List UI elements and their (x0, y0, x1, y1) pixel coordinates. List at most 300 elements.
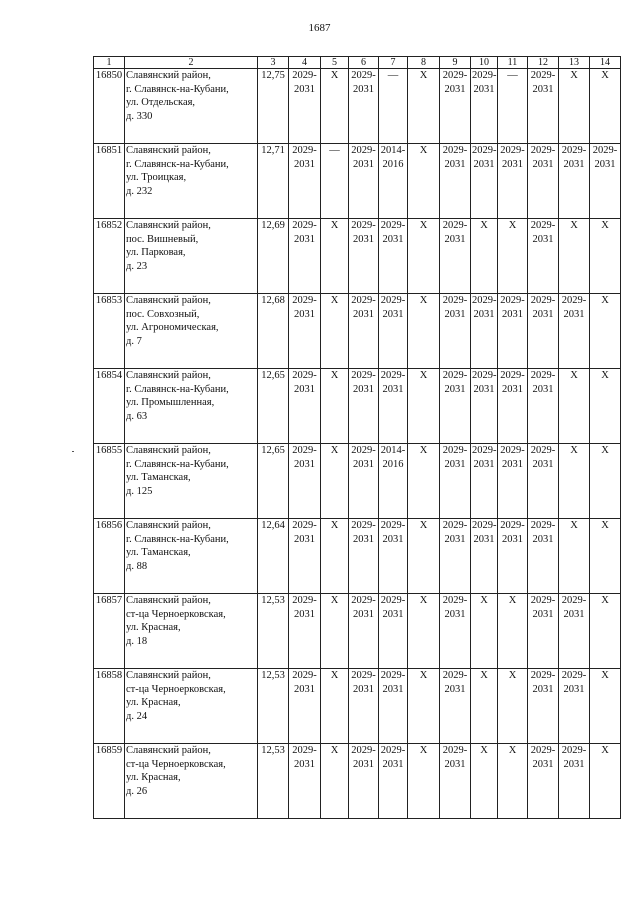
period-text: 2031 (353, 533, 374, 545)
period-cell (321, 144, 349, 219)
page-number: 1687 (308, 22, 331, 34)
period-text: 2029- (351, 595, 376, 606)
period-cell (408, 519, 440, 594)
area-value: 12,53 (258, 594, 289, 669)
period-cell (408, 144, 440, 219)
period-text: 2029- (292, 145, 317, 156)
period-text: — (507, 70, 518, 81)
table-row (94, 369, 621, 444)
period-cell (440, 594, 471, 669)
period-text: 2029- (380, 595, 406, 606)
period-cell (559, 219, 590, 294)
address-line: Славянский район, (126, 745, 211, 756)
repair-schedule-table (93, 56, 621, 819)
period-cell (559, 369, 590, 444)
period-text: 2029- (561, 745, 587, 756)
period-text: Х (601, 295, 609, 306)
column-header-9: 9 (440, 57, 471, 69)
period-text: 2029- (380, 295, 406, 306)
address-line: ул. Агрономическая, (126, 322, 219, 333)
record-number: 16851 (94, 144, 125, 219)
period-cell (379, 219, 408, 294)
period-cell (379, 669, 408, 744)
period-cell (289, 369, 321, 444)
period-text: 2029- (380, 220, 406, 231)
area-value: 12,71 (258, 144, 289, 219)
period-text: Х (601, 520, 609, 531)
period-cell (289, 69, 321, 144)
period-text: 2029- (530, 145, 556, 156)
period-text: 2031 (444, 308, 466, 320)
period-text: Х (570, 220, 578, 231)
period-text: Х (601, 745, 609, 756)
address-line: ул. Красная, (126, 772, 181, 783)
period-text: 2031 (353, 308, 374, 320)
period-cell (590, 69, 621, 144)
address-line: ул. Красная, (126, 697, 181, 708)
period-cell (528, 669, 559, 744)
period-text: 2031 (532, 233, 554, 245)
period-cell (379, 519, 408, 594)
period-cell (321, 219, 349, 294)
period-text: 2029- (442, 220, 468, 231)
period-text: Х (419, 220, 428, 231)
period-text: Х (419, 670, 428, 681)
address-cell (125, 144, 258, 219)
period-text: 2029- (592, 145, 618, 156)
period-text: Х (480, 220, 488, 231)
table-row (94, 519, 621, 594)
period-text: 2031 (532, 758, 554, 770)
area-value: 12,75 (258, 69, 289, 144)
address-line: г. Славянск-на-Кубани, (126, 158, 229, 170)
period-text: 2031 (353, 158, 374, 170)
address-line: д. 63 (126, 410, 148, 422)
period-text: 2031 (382, 308, 404, 320)
area-value: 12,65 (258, 444, 289, 519)
record-number: 16854 (94, 369, 125, 444)
address-cell (125, 444, 258, 519)
table-row (94, 294, 621, 369)
period-text: 2029- (351, 520, 376, 531)
period-cell (471, 594, 498, 669)
period-cell (440, 294, 471, 369)
period-text: 2029- (292, 595, 317, 606)
address-cell (125, 69, 258, 144)
period-text: 2029- (530, 70, 556, 81)
column-header-14: 14 (590, 57, 621, 69)
column-header-11: 11 (498, 57, 528, 69)
period-cell (528, 144, 559, 219)
period-text: 2029- (530, 295, 556, 306)
period-text: 2031 (294, 533, 315, 545)
period-text: 2029- (351, 745, 376, 756)
address-line: д. 7 (126, 335, 142, 347)
address-line: д. 26 (126, 785, 148, 797)
address-cell (125, 669, 258, 744)
period-text: 2016 (382, 458, 404, 470)
record-number: 16857 (94, 594, 125, 669)
period-text: Х (480, 670, 488, 681)
period-cell (321, 369, 349, 444)
period-cell (408, 744, 440, 819)
period-cell (349, 669, 379, 744)
period-text: Х (419, 595, 428, 606)
table-row (94, 144, 621, 219)
period-text: 2029- (351, 670, 376, 681)
period-text: 2031 (382, 533, 404, 545)
period-text: Х (330, 70, 339, 81)
period-text: Х (330, 220, 339, 231)
period-text: 2031 (563, 683, 585, 695)
period-cell (559, 69, 590, 144)
address-cell (125, 519, 258, 594)
period-text: 2031 (294, 233, 315, 245)
period-text: 2029- (442, 295, 468, 306)
period-text: 2031 (294, 383, 315, 395)
record-number: 16855 (94, 444, 125, 519)
period-cell (321, 519, 349, 594)
period-cell (349, 519, 379, 594)
address-line: Славянский район, (126, 220, 211, 231)
period-cell (498, 144, 528, 219)
period-cell (590, 144, 621, 219)
table-row (94, 594, 621, 669)
period-text: Х (480, 745, 488, 756)
period-text: 2031 (502, 308, 523, 320)
address-line: Славянский район, (126, 520, 211, 531)
period-text: 2031 (473, 308, 495, 320)
period-cell (349, 444, 379, 519)
period-text: 2029- (561, 145, 587, 156)
period-text: 2031 (353, 383, 374, 395)
address-line: ст-ца Черноерковская, (126, 758, 226, 770)
period-text: 2031 (563, 608, 585, 620)
period-text: 2031 (502, 158, 523, 170)
period-cell (559, 744, 590, 819)
period-text: — (387, 70, 399, 81)
period-cell (471, 669, 498, 744)
address-line: пос. Совхозный, (126, 308, 200, 320)
period-text: 2029- (380, 670, 406, 681)
period-text: 2014- (380, 445, 406, 456)
period-cell (349, 369, 379, 444)
period-text: Х (601, 370, 609, 381)
period-text: 2029- (442, 70, 468, 81)
period-text: 2031 (594, 158, 616, 170)
area-value: 12,53 (258, 744, 289, 819)
period-text: 2031 (532, 608, 554, 620)
column-header-1: 1 (94, 57, 125, 69)
address-line: ул. Таманская, (126, 472, 191, 483)
address-line: д. 232 (126, 185, 153, 197)
period-text: Х (330, 370, 339, 381)
period-text: 2029- (472, 295, 497, 306)
period-cell (321, 444, 349, 519)
period-text: — (329, 145, 340, 156)
period-text: 2031 (444, 383, 466, 395)
period-text: 2031 (473, 83, 495, 95)
period-cell (498, 444, 528, 519)
period-text: 2031 (502, 458, 523, 470)
period-cell (590, 444, 621, 519)
address-line: ул. Троицкая, (126, 172, 187, 183)
period-text: 2029- (500, 295, 525, 306)
column-header-13: 13 (559, 57, 590, 69)
period-text: 2031 (353, 233, 374, 245)
period-text: Х (570, 520, 578, 531)
period-cell (289, 444, 321, 519)
period-text: 2029- (351, 370, 376, 381)
period-cell (471, 369, 498, 444)
period-text: Х (601, 220, 609, 231)
record-number: 16852 (94, 219, 125, 294)
period-text: 2031 (532, 308, 554, 320)
period-cell (559, 294, 590, 369)
address-line: Славянский район, (126, 445, 211, 456)
period-text: Х (601, 445, 609, 456)
period-text: Х (330, 745, 339, 756)
period-text: Х (570, 70, 578, 81)
period-cell (590, 744, 621, 819)
period-text: 2031 (294, 608, 315, 620)
period-text: 2029- (500, 145, 525, 156)
address-line: д. 125 (126, 485, 153, 497)
area-value: 12,53 (258, 669, 289, 744)
period-text: Х (419, 445, 428, 456)
address-line: Славянский район, (126, 670, 211, 681)
period-cell (440, 669, 471, 744)
period-text: Х (419, 70, 428, 81)
period-cell (528, 594, 559, 669)
period-text: 2029- (500, 445, 525, 456)
period-text: 2029- (351, 70, 376, 81)
period-text: 2029- (472, 520, 497, 531)
period-text: 2029- (500, 520, 525, 531)
period-text: Х (419, 520, 428, 531)
area-value: 12,64 (258, 519, 289, 594)
period-text: 2029- (292, 745, 317, 756)
period-text: 2031 (473, 458, 495, 470)
header-row (94, 57, 621, 69)
period-text: 2029- (561, 595, 587, 606)
period-cell (408, 369, 440, 444)
period-text: 2031 (382, 683, 404, 695)
period-cell (559, 669, 590, 744)
record-number: 16859 (94, 744, 125, 819)
period-text: 2031 (294, 83, 315, 95)
period-cell (408, 294, 440, 369)
period-text: 2029- (442, 370, 468, 381)
period-cell (498, 69, 528, 144)
period-text: Х (330, 670, 339, 681)
period-cell (528, 294, 559, 369)
address-line: ул. Отдельская, (126, 97, 196, 108)
period-text: 2031 (382, 608, 404, 620)
period-text: 2031 (294, 458, 315, 470)
address-cell (125, 369, 258, 444)
address-line: Славянский район, (126, 295, 211, 306)
period-text: 2029- (472, 370, 497, 381)
period-cell (379, 369, 408, 444)
period-cell (289, 144, 321, 219)
period-text: 2031 (444, 608, 466, 620)
period-text: 2031 (473, 383, 495, 395)
period-text: 2029- (351, 145, 376, 156)
period-text: 2031 (532, 383, 554, 395)
period-cell (528, 519, 559, 594)
record-number: 16850 (94, 69, 125, 144)
period-text: Х (330, 520, 339, 531)
column-header-7: 7 (379, 57, 408, 69)
period-cell (321, 294, 349, 369)
period-text: 2029- (292, 445, 317, 456)
period-cell (590, 369, 621, 444)
period-text: 2029- (442, 745, 468, 756)
period-cell (471, 744, 498, 819)
period-text: 2029- (351, 220, 376, 231)
period-text: 2031 (353, 608, 374, 620)
period-text: 2014- (380, 145, 406, 156)
period-cell (559, 444, 590, 519)
period-text: Х (330, 445, 339, 456)
period-cell (590, 519, 621, 594)
period-text: 2031 (563, 308, 585, 320)
period-cell (289, 669, 321, 744)
period-cell (289, 744, 321, 819)
period-text: 2016 (382, 158, 404, 170)
period-text: 2031 (294, 308, 315, 320)
period-text: 2031 (444, 683, 466, 695)
period-text: 2029- (530, 745, 556, 756)
period-text: 2031 (444, 83, 466, 95)
period-text: Х (601, 595, 609, 606)
period-cell (440, 519, 471, 594)
period-text: 2029- (292, 295, 317, 306)
period-text: 2029- (292, 70, 317, 81)
period-text: Х (601, 70, 609, 81)
period-cell (498, 519, 528, 594)
address-line: ст-ца Черноерковская, (126, 683, 226, 695)
period-text: Х (601, 670, 609, 681)
period-text: 2031 (563, 158, 585, 170)
period-text: Х (570, 445, 578, 456)
period-text: 2029- (472, 145, 497, 156)
period-text: 2029- (530, 445, 556, 456)
address-line: пос. Вишневый, (126, 233, 199, 245)
period-cell (289, 219, 321, 294)
period-cell (408, 594, 440, 669)
period-cell (349, 594, 379, 669)
period-text: 2029- (530, 520, 556, 531)
period-cell (379, 594, 408, 669)
address-line: д. 88 (126, 560, 148, 572)
table-row (94, 444, 621, 519)
period-cell (379, 144, 408, 219)
period-text: 2029- (292, 370, 317, 381)
period-cell (590, 294, 621, 369)
address-line: ул. Таманская, (126, 547, 191, 558)
period-text: 2031 (532, 683, 554, 695)
address-line: г. Славянск-на-Кубани, (126, 83, 229, 95)
period-cell (559, 594, 590, 669)
period-cell (471, 294, 498, 369)
period-cell (498, 744, 528, 819)
period-cell (289, 294, 321, 369)
period-text: 2029- (561, 670, 587, 681)
period-text: 2031 (444, 233, 466, 245)
period-cell (379, 444, 408, 519)
period-text: 2029- (351, 445, 376, 456)
period-cell (321, 594, 349, 669)
table-row (94, 744, 621, 819)
period-text: 2031 (353, 758, 374, 770)
period-cell (528, 744, 559, 819)
period-cell (471, 144, 498, 219)
period-text: 2031 (532, 83, 554, 95)
period-text: 2029- (472, 70, 497, 81)
period-text: 2029- (530, 670, 556, 681)
period-text: Х (508, 220, 517, 231)
period-cell (471, 69, 498, 144)
period-cell (498, 294, 528, 369)
period-cell (528, 369, 559, 444)
scan-speck (72, 451, 74, 452)
period-cell (408, 69, 440, 144)
period-text: 2029- (442, 595, 468, 606)
address-line: г. Славянск-на-Кубани, (126, 383, 229, 395)
address-line: г. Славянск-на-Кубани, (126, 533, 229, 545)
period-cell (471, 519, 498, 594)
period-text: 2029- (292, 220, 317, 231)
period-text: 2029- (530, 370, 556, 381)
period-text: 2031 (473, 158, 495, 170)
column-header-10: 10 (471, 57, 498, 69)
column-header-5: 5 (321, 57, 349, 69)
address-line: ул. Промышленная, (126, 397, 215, 408)
period-cell (440, 219, 471, 294)
period-cell (440, 144, 471, 219)
period-text: Х (419, 745, 428, 756)
period-text: 2031 (532, 158, 554, 170)
period-cell (408, 219, 440, 294)
period-cell (379, 744, 408, 819)
period-text: 2031 (502, 533, 523, 545)
period-text: 2031 (382, 383, 404, 395)
period-cell (408, 669, 440, 744)
period-text: 2029- (472, 445, 497, 456)
period-cell (498, 219, 528, 294)
period-text: 2029- (442, 445, 468, 456)
period-text: 2029- (561, 295, 587, 306)
period-cell (471, 444, 498, 519)
period-text: 2031 (382, 758, 404, 770)
address-line: ул. Парковая, (126, 247, 186, 258)
area-value: 12,65 (258, 369, 289, 444)
period-text: Х (570, 370, 578, 381)
period-text: 2029- (530, 595, 556, 606)
area-value: 12,69 (258, 219, 289, 294)
period-text: 2031 (382, 233, 404, 245)
period-text: 2031 (294, 683, 315, 695)
period-cell (471, 219, 498, 294)
period-cell (321, 669, 349, 744)
column-header-12: 12 (528, 57, 559, 69)
period-cell (349, 294, 379, 369)
period-text: Х (419, 295, 428, 306)
period-text: 2031 (532, 533, 554, 545)
period-cell (440, 744, 471, 819)
